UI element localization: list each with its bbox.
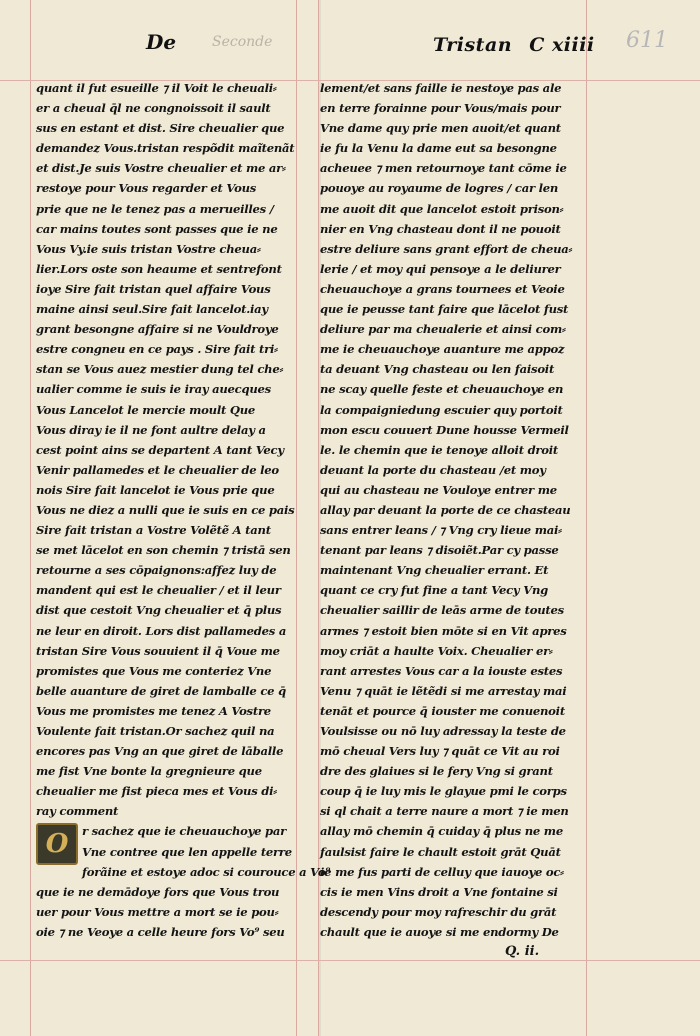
text-line: Vne contree que len appelle terre (82, 844, 292, 859)
text-line: descendy pour moy rafreschir du grāt (320, 904, 557, 919)
text-line: lier.Lors oste son heaume et sentrefont (36, 261, 282, 276)
text-line: Vne dame quy prie men auoit/et quant (320, 121, 561, 136)
running-head-title: Tristan (433, 34, 513, 56)
text-line: oie ⁊ ne Veoye a celle heure fors Vo⁹ seu (36, 924, 285, 939)
text-line: Voulsisse ou nō luy adressay la teste de (320, 724, 566, 738)
folio-number: 611 (626, 28, 668, 53)
text-line: dre des glaiues si le fery Vng si grant (320, 764, 553, 779)
text-line: allay par deuant la porte de ce chasteau (320, 502, 571, 517)
text-line: en terre forainne pour Vous/mais pour (320, 101, 561, 116)
text-line: mō cheual Vers luy ⁊ quāt ce Vit au roi (320, 744, 560, 759)
text-line: ie me fus parti de celluy que iauoye oc⸗ (320, 864, 564, 879)
text-line: estre deliure sans grant effort de cheua⸗ (320, 241, 573, 256)
text-line: cheualier me fist pieca mes et Vous di⸗ (36, 784, 277, 799)
text-line: quant ce cry fut fine a tant Vecy Vng (320, 583, 548, 598)
running-head-faint: Seconde (212, 34, 273, 50)
decorated-initial: O (36, 823, 78, 865)
text-line: pouoye au royaume de logres / car len (320, 181, 559, 196)
text-line: stan se Vous auez mestier dung tel che⸗ (36, 362, 284, 377)
text-line: ne leur en diroit. Lors dist pallamedes a (36, 623, 287, 638)
text-line: Vous Vy.ie suis tristan Vostre cheua⸗ (36, 241, 261, 256)
text-line: restoye pour Vous regarder et Vous (36, 181, 257, 196)
text-line: Vous me promistes me tenez A Vostre (36, 703, 271, 718)
text-line: deuant la porte du chasteau /et moy (320, 462, 546, 477)
signature-mark: Q. ii. (505, 944, 540, 959)
text-column-left (36, 78, 331, 942)
text-line: me ie cheuauchoye auanture me appoz (320, 342, 565, 357)
text-line: deliure par ma cheualerie et ainsi com⸗ (320, 322, 566, 337)
text-line: Sire fait tristan a Vostre Volẽtẽ A tant (36, 523, 271, 538)
text-line: que ie ne demādoye fors que Vous trou (36, 884, 280, 899)
text-line: Voulente fait tristan.Or sachez quil na (36, 724, 275, 738)
text-line: lerie / et moy qui pensoye a le deliurer (320, 261, 561, 276)
text-line: maintenant Vng cheualier errant. Et (320, 563, 549, 578)
running-head-number: C xiiii (529, 34, 595, 56)
text-line: cheuauchoye a grans tournees et Veoie (320, 281, 565, 296)
text-line: faulsist faire le chault estoit grāt Quāt (320, 844, 561, 859)
text-line: coup q̄ ie luy mis le glayue pmi le corps (320, 784, 567, 799)
text-line: ta deuant Vng chasteau ou len faisoit (320, 362, 555, 377)
text-line: cis ie men Vins droit a Vne fontaine si (320, 884, 558, 899)
text-line: maine ainsi seul.Sire fait lancelot.iay (36, 302, 268, 317)
text-line: armes ⁊ estoit bien mōte si en Vit apres (320, 623, 567, 638)
running-head-left: De (146, 30, 177, 54)
text-line: demandez Vous.tristan respõdit maĩtenãt (36, 141, 295, 156)
text-line: qui au chasteau ne Vouloye entrer me (320, 482, 557, 497)
text-line: cest point ains se departent A tant Vecy (36, 442, 284, 457)
text-line: promistes que Vous me conteriez Vne (36, 663, 272, 678)
text-line: ioye Sire fait tristan quel affaire Vous (36, 281, 271, 296)
text-line: Venir pallamedes et le cheualier de leo (36, 462, 279, 477)
text-line: tristan Sire Vous souuient il q̄ Voue me (36, 643, 280, 658)
text-line: cheualier saillir de leās arme de toutes (320, 603, 564, 618)
text-line: ualier comme ie suis ie iray auecques (36, 382, 271, 397)
text-line: mon escu couuert Dune housse Vermeil (320, 422, 569, 437)
text-line: retourne a ses cōpaignons:affez luy de (36, 563, 277, 578)
text-line: prie que ne le tenez pas a merueilles / (36, 201, 274, 216)
text-line: ie fu la Venu la dame eut sa besongne (320, 141, 557, 156)
running-head-right (433, 34, 595, 56)
text-line: la compaigniedung escuier quy portoit (320, 402, 563, 417)
text-line: car mains toutes sont passes que ie ne (36, 221, 278, 236)
text-line: se met lācelot en son chemin ⁊ tristā sen (36, 543, 291, 558)
text-line: acheuee ⁊ men retournoye tant cōme ie (320, 161, 567, 176)
text-line: que ie peusse tant faire que lācelot fust (320, 302, 569, 317)
text-line: le. le chemin que ie tenoye alloit droit (320, 442, 559, 457)
text-line: ne scay quelle feste et cheuauchoye en (320, 382, 564, 397)
text-line: lement/et sans faille ie nestoye pas ale (320, 81, 562, 95)
text-line: moy criāt a haulte Voix. Cheualier er⸗ (320, 643, 553, 658)
text-line: forãine et estoye adoc si courouce a Vo⁹ (82, 864, 331, 879)
text-line: tenāt et pource q̄ iouster me conuenoit (320, 703, 565, 718)
text-column-right (320, 78, 588, 942)
text-line: ray comment (36, 804, 119, 819)
text-line: me auoit dit que lancelot estoit prison⸗ (320, 201, 564, 216)
text-line: er a cheual q̄l ne congnoissoit il sault (36, 101, 271, 116)
text-line: nier en Vng chasteau dont il ne pouoit (320, 221, 561, 236)
text-line: Vous diray ie il ne font aultre delay a (36, 422, 266, 437)
text-line: grant besongne affaire si ne Vouldroye (36, 322, 279, 337)
text-line: Vous ne diez a nulli que ie suis en ce pais (36, 502, 295, 517)
text-line: rant arrestes Vous car a la iouste estes (320, 663, 563, 678)
text-line: encores pas Vng an que giret de lāballe (36, 744, 284, 759)
text-line: dist que cestoit Vng cheualier et q̄ plus (36, 603, 282, 618)
text-line: tenant par leans ⁊ disoiẽt.Par cy passe (320, 543, 559, 558)
text-line-content: r sachez que ie cheuauchoye par (82, 824, 287, 839)
text-line: nois Sire fait lancelot ie Vous prie que (36, 482, 275, 497)
margin-rule-left (30, 0, 31, 1036)
text-line: Vous Lancelot le mercie moult Que (36, 402, 256, 417)
text-line: uer pour Vous mettre a mort se ie pou⸗ (36, 904, 279, 919)
text-line: quant il fut esueille ⁊ il Voit le cheuali⸗ (36, 81, 277, 95)
text-line: et dist.Je suis Vostre cheualier et me ar⸗ (36, 161, 286, 176)
text-line: allay mō chemin q̄ cuiday q̄ plus ne me (320, 824, 563, 839)
text-line: estre congneu en ce pays . Sire fait tri⸗ (36, 342, 278, 357)
text-line: me fist Vne bonte la gregnieure que (36, 764, 262, 779)
text-line: Venu ⁊ quāt ie lẽtẽdi si me arrestay mai (320, 683, 567, 698)
margin-rule-bottom (0, 960, 700, 961)
text-line: belle auanture de giret de lamballe ce q̄ (36, 683, 286, 698)
text-line: sans entrer leans / ⁊ Vng cry lieue mai⸗ (320, 523, 562, 538)
text-line: sus en estant et dist. Sire cheualier que (36, 121, 285, 136)
text-line: si ql chait a terre naure a mort ⁊ ie men (320, 804, 569, 819)
text-line: chault que ie auoye si me endormy De (320, 924, 559, 939)
text-line: mandent qui est le cheualier / et il leur (36, 583, 281, 598)
